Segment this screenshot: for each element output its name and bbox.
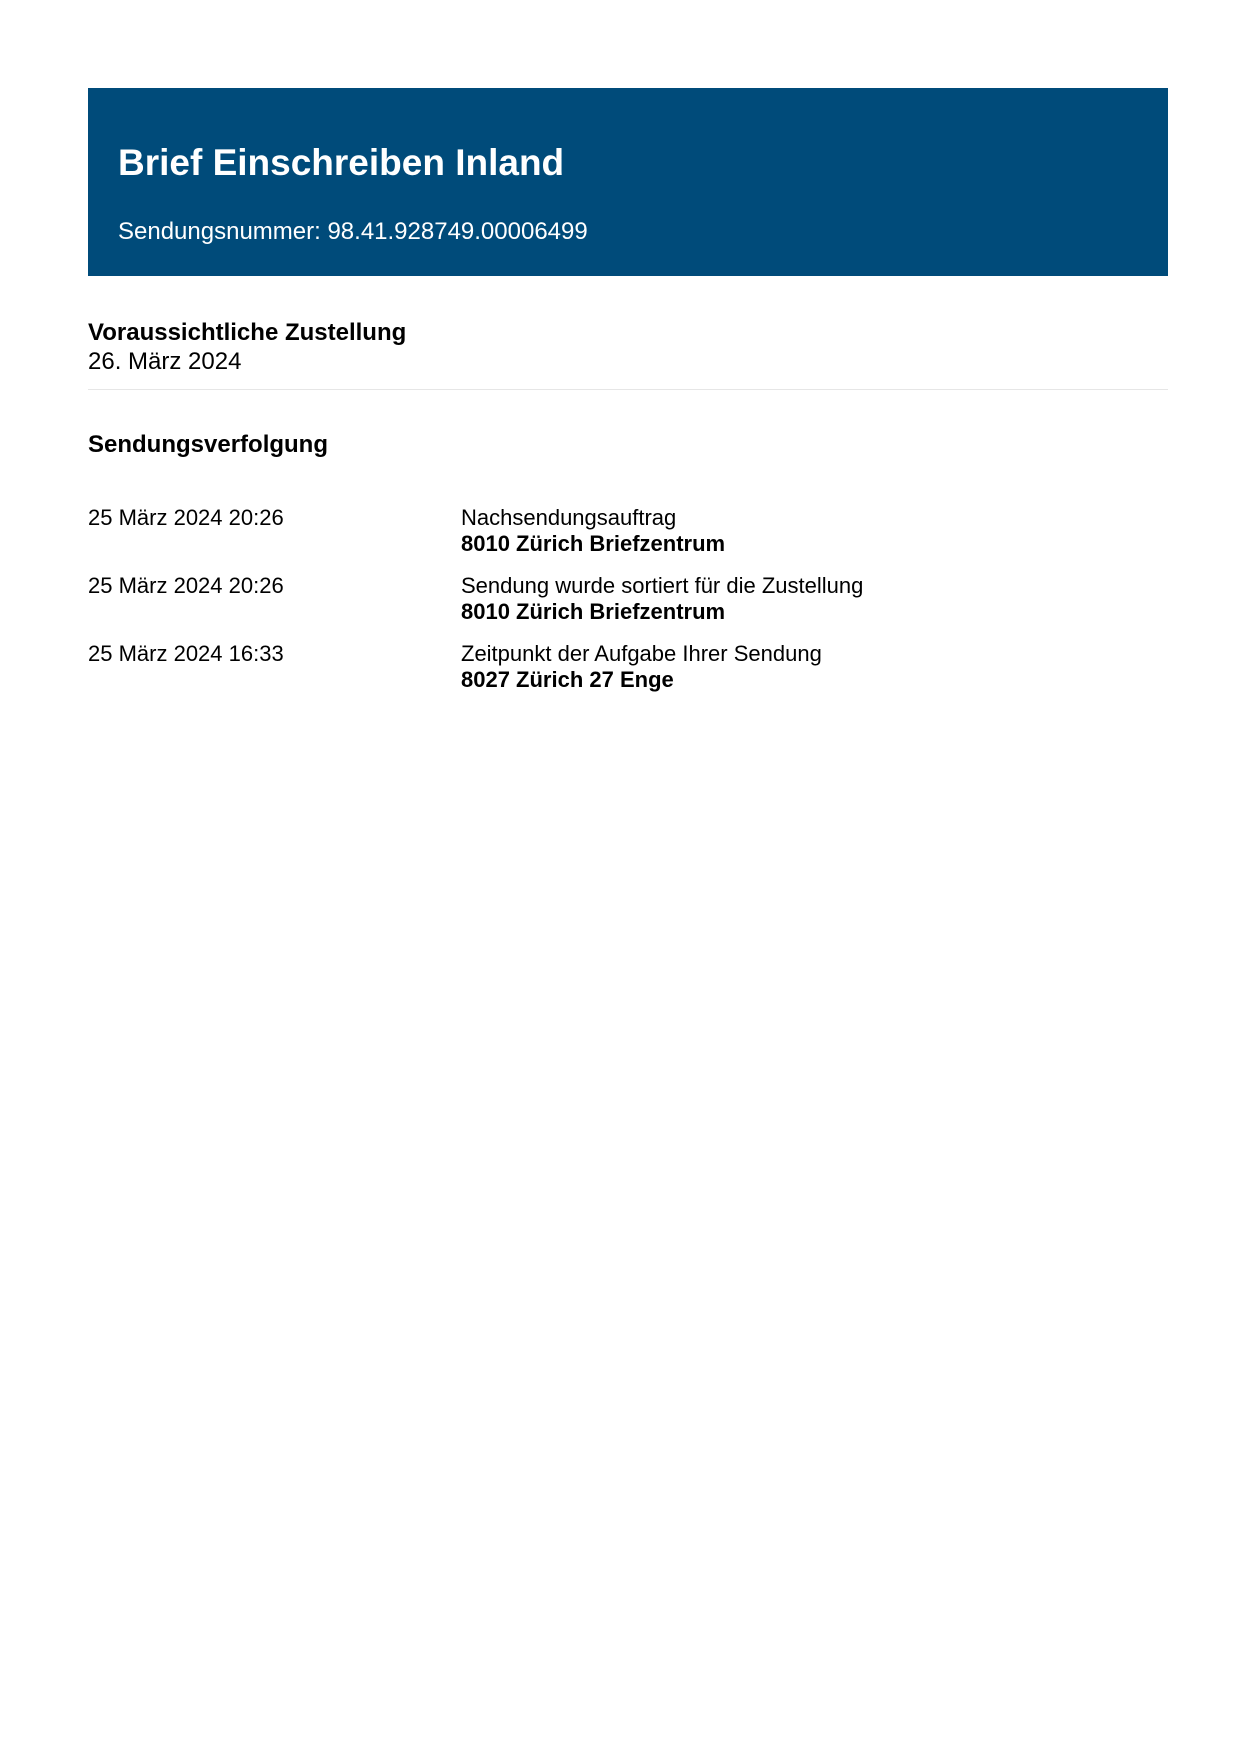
tracking-number: Sendungsnummer: 98.41.928749.00006499 <box>118 218 588 245</box>
tracking-event <box>88 641 1168 709</box>
event-timestamp: 25 März 2024 20:26 <box>88 573 284 598</box>
tracking-section-title: Sendungsverfolgung <box>88 431 328 458</box>
event-description: Nachsendungsauftrag <box>461 505 677 530</box>
event-location: 8027 Zürich 27 Enge <box>461 667 674 692</box>
shipment-type-title: Brief Einschreiben Inland <box>118 142 565 183</box>
tracking-event-list <box>88 505 1168 709</box>
event-description: Zeitpunkt der Aufgabe Ihrer Sendung <box>461 641 822 666</box>
event-timestamp: 25 März 2024 20:26 <box>88 505 284 530</box>
event-detail <box>461 505 725 557</box>
event-location: 8010 Zürich Briefzentrum <box>461 531 726 556</box>
expected-delivery-date: 26. März 2024 <box>88 348 242 375</box>
event-detail <box>461 641 822 693</box>
expected-delivery-label: Voraussichtliche Zustellung <box>88 319 407 346</box>
event-description: Sendung wurde sortiert für die Zustellung <box>461 573 864 598</box>
shipment-header <box>88 88 1168 276</box>
tracking-event <box>88 573 1168 641</box>
event-detail <box>461 573 863 625</box>
tracking-event <box>88 505 1168 573</box>
section-divider <box>88 389 1168 390</box>
expected-delivery-section <box>88 318 1168 376</box>
event-location: 8010 Zürich Briefzentrum <box>461 599 726 624</box>
event-timestamp: 25 März 2024 16:33 <box>88 641 284 666</box>
